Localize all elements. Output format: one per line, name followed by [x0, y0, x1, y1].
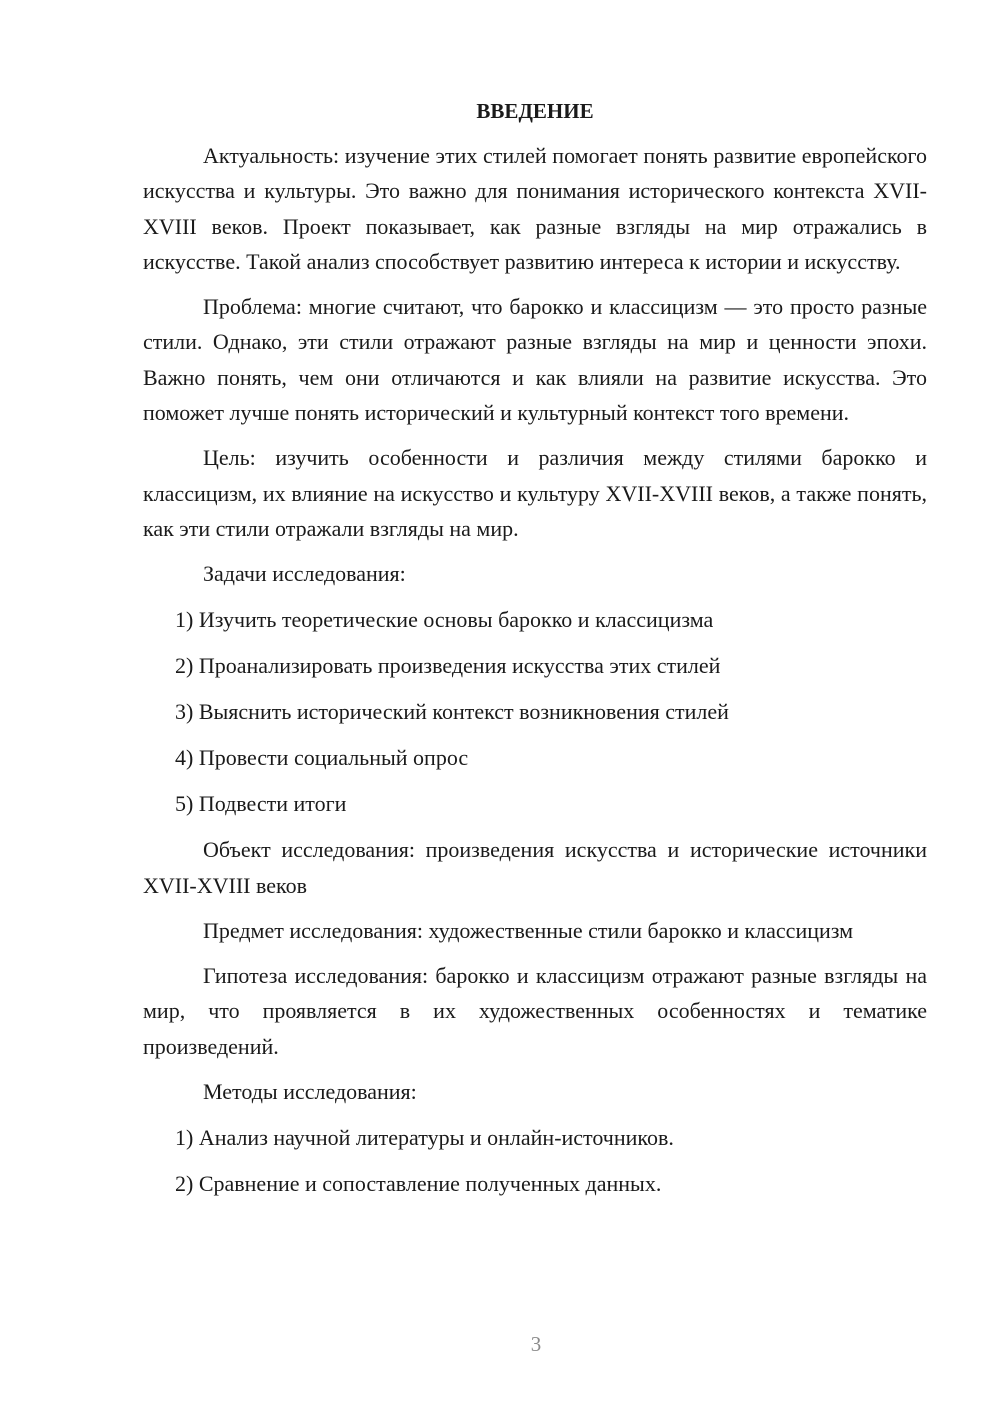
- paragraph-problem: Проблема: многие считают, что барокко и классицизм — это просто разные стили. Однако, эти стили отражают разные взгляды на мир и ценности эпохи. Важно понять, чем они отличаются и как влияли на развитие искусства. Это поможет лучше понять исторический и культурный контекст того времени.: [143, 294, 927, 426]
- list-item: 1) Анализ научной литературы и онлайн-источников.: [175, 1125, 674, 1151]
- page-number: 3: [530, 1332, 542, 1356]
- list-item: 3) Выяснить исторический контекст возникновения стилей: [175, 699, 729, 725]
- paragraph-hypothesis: Гипотеза исследования: барокко и классицизм отражают разные взгляды на мир, что проявляется в их художественных особенностях и тематике произведений.: [143, 963, 927, 1059]
- paragraph-relevance: Актуальность: изучение этих стилей помогает понять развитие европейского искусства и культуры. Это важно для понимания исторического контекста XVII-XVIII веков. Проект показывает, как разные взгляды на мир отражались в искусстве. Такой анализ способствует развитию интереса к истории и искусству.: [143, 143, 927, 274]
- tasks-list: [143, 602, 927, 821]
- list-item: 2) Проанализировать произведения искусства этих стилей: [175, 653, 721, 679]
- list-item: 2) Сравнение и сопоставление полученных данных.: [175, 1171, 662, 1197]
- paragraph-subject: Предмет исследования: художественные стили барокко и классицизм: [203, 917, 854, 943]
- tasks-heading: Задачи исследования:: [203, 561, 406, 587]
- methods-list: [143, 1120, 927, 1201]
- paragraph-object: Объект исследования: произведения искусства и исторические источники XVII-XVIII веков: [143, 837, 927, 898]
- list-item: 5) Подвести итоги: [175, 791, 347, 817]
- list-item: 1) Изучить теоретические основы барокко и классицизма: [175, 607, 714, 633]
- methods-heading: Методы исследования:: [203, 1079, 417, 1105]
- page-content: [143, 96, 927, 1212]
- list-item: 4) Провести социальный опрос: [175, 745, 469, 771]
- paragraph-goal: Цель: изучить особенности и различия между стилями барокко и классицизм, их влияние на искусство и культуру XVII-XVIII веков, а также понять, как эти стили отражали взгляды на мир.: [143, 445, 927, 541]
- section-title: ВВЕДЕНИЕ: [476, 99, 594, 123]
